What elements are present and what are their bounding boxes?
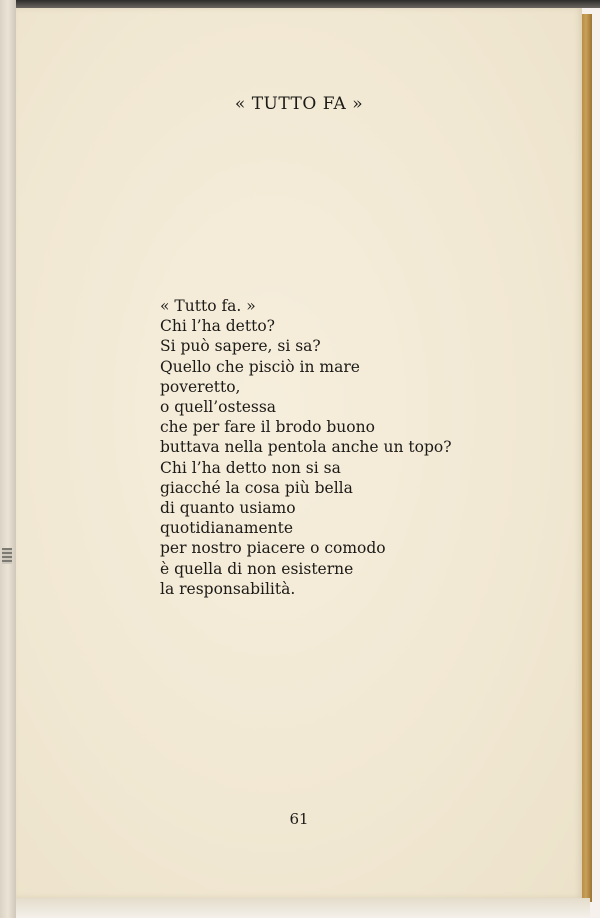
page-bottom-edge bbox=[16, 898, 590, 918]
background-shadow bbox=[0, 0, 600, 8]
poem-line: Chi l’ha detto? bbox=[160, 317, 275, 336]
poem-line: « Tutto fa. » bbox=[160, 297, 256, 315]
poem-line: giacché la cosa più bella bbox=[160, 478, 353, 497]
poem-line: è quella di non esisterne bbox=[160, 559, 354, 578]
adjacent-page-edge bbox=[0, 0, 16, 918]
page-edge-mark bbox=[2, 548, 12, 564]
page-number: 61 bbox=[289, 810, 309, 828]
poem-line: di quanto usiamo bbox=[160, 499, 296, 518]
poem-line: poveretto, bbox=[160, 377, 241, 396]
poem-line: quotidianamente bbox=[160, 519, 294, 538]
poem-line: Si può sapere, si sa? bbox=[160, 337, 321, 356]
poem-line: o quell’ostessa bbox=[160, 398, 277, 417]
poem-title: « TUTTO FA » bbox=[234, 94, 364, 114]
poem-line: Chi l’ha detto non si sa bbox=[160, 458, 341, 477]
poem-line: per nostro piacere o comodo bbox=[160, 539, 386, 558]
poem-line: buttava nella pentola anche un topo? bbox=[160, 438, 452, 457]
poem-line: la responsabilità. bbox=[160, 579, 296, 598]
poem-line: Quello che pisciò in mare bbox=[160, 357, 360, 376]
poem-body bbox=[160, 296, 452, 599]
book-cover-edge bbox=[582, 14, 592, 902]
poem-line: che per fare il brodo buono bbox=[160, 418, 375, 437]
